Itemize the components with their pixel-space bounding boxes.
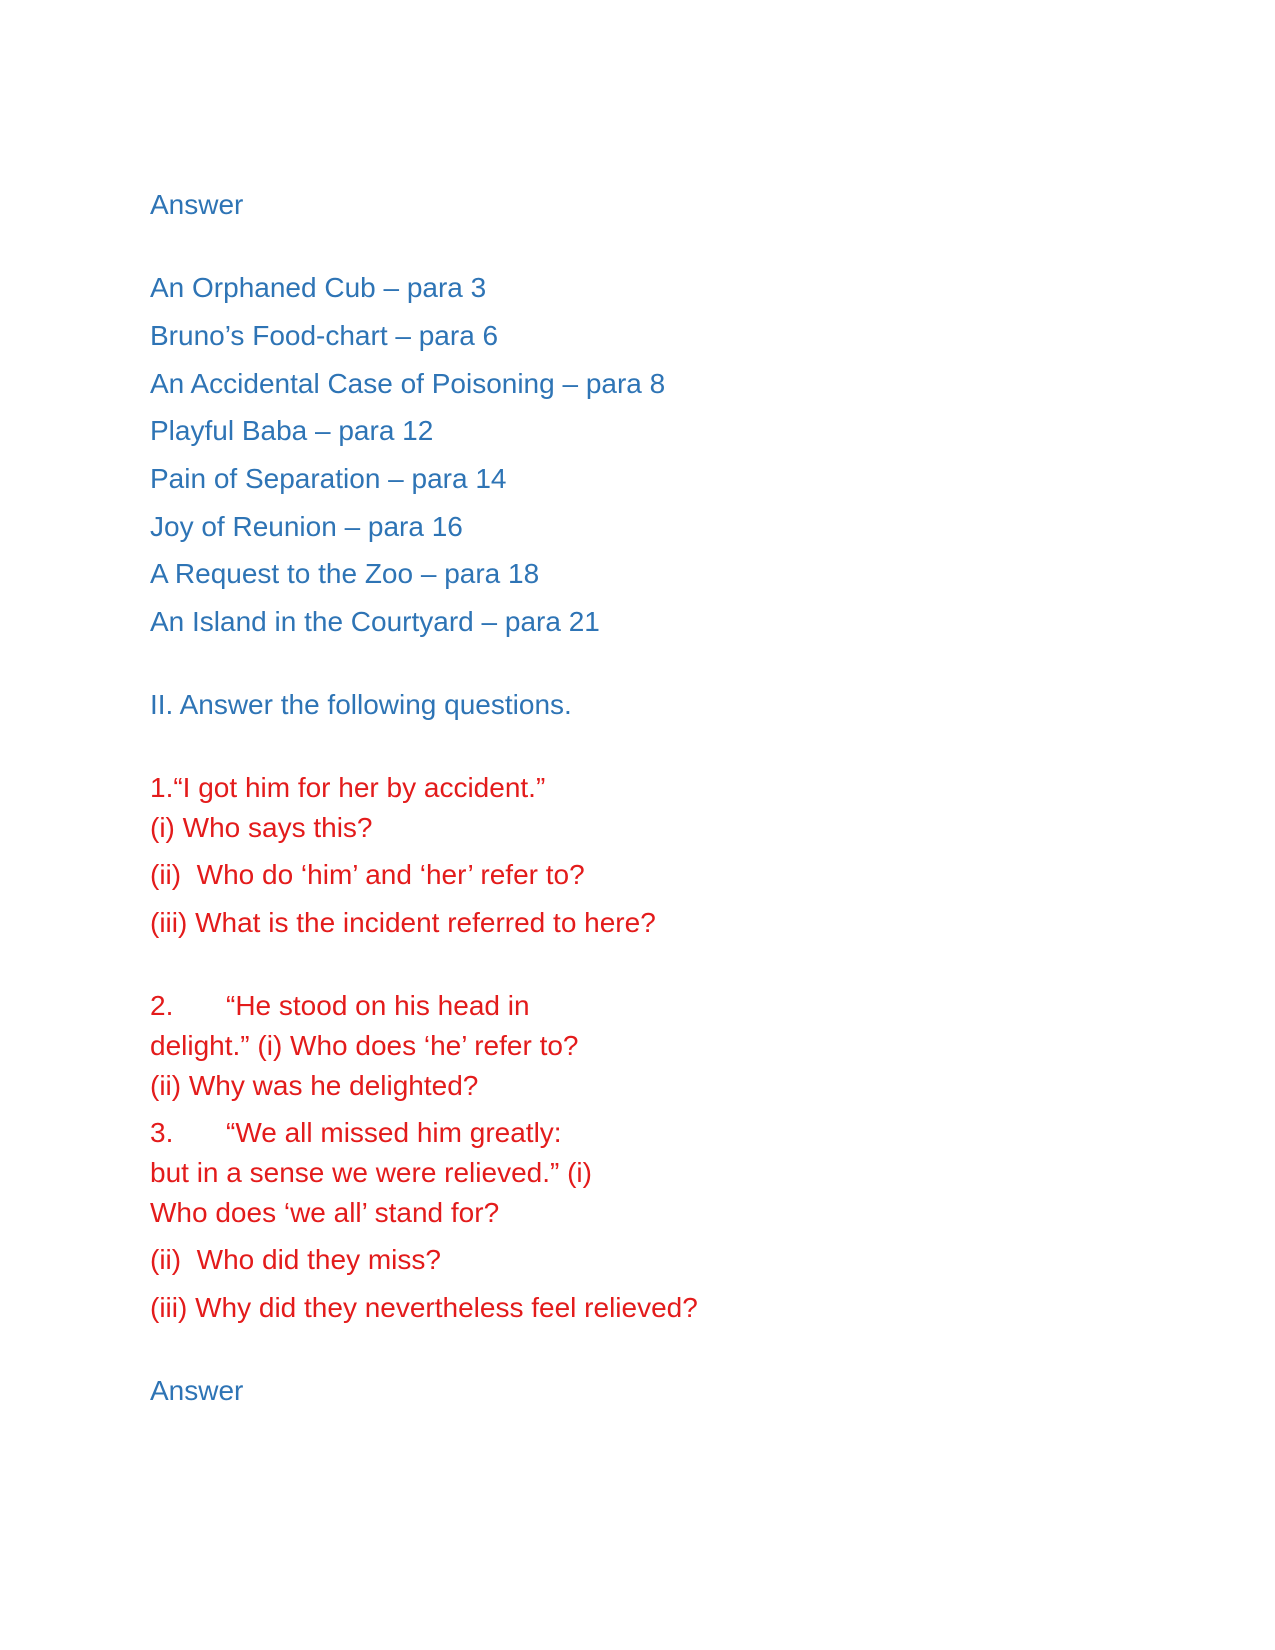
question-3-sub-ii: (ii) Who did they miss? <box>150 1244 441 1275</box>
question-1-sub-iii: (iii) What is the incident referred to here? <box>150 907 656 938</box>
question-2-sub-ii: (ii) Why was he delighted? <box>150 1070 479 1101</box>
question-2-line: delight.” (i) Who does ‘he’ refer to? <box>150 1030 579 1061</box>
question-3-quote <box>150 1116 562 1150</box>
para-list-item: Bruno’s Food-chart – para 6 <box>150 320 499 351</box>
section-heading: II. Answer the following questions. <box>150 689 572 720</box>
para-list-item: Joy of Reunion – para 16 <box>150 511 463 542</box>
question-1-quote: 1.“I got him for her by accident.” <box>150 772 546 803</box>
para-list-item: A Request to the Zoo – para 18 <box>150 558 540 589</box>
question-1-sub-i: (i) Who says this? <box>150 812 373 843</box>
question-2-number: 2. <box>150 990 174 1021</box>
para-list-item: An Accidental Case of Poisoning – para 8 <box>150 368 666 399</box>
answer-heading: Answer <box>150 189 244 220</box>
answer-heading: Answer <box>150 1375 244 1406</box>
question-1-sub-ii: (ii) Who do ‘him’ and ‘her’ refer to? <box>150 859 585 890</box>
para-list-item: Playful Baba – para 12 <box>150 415 434 446</box>
question-3-sub-iii: (iii) Why did they nevertheless feel relieved? <box>150 1292 698 1323</box>
question-3-line: Who does ‘we all’ stand for? <box>150 1197 500 1228</box>
question-2-quote <box>150 989 530 1023</box>
question-3-quote-start: “We all missed him greatly: <box>226 1117 562 1148</box>
para-list-item: An Island in the Courtyard – para 21 <box>150 606 600 637</box>
para-list-item: Pain of Separation – para 14 <box>150 463 507 494</box>
question-3-line: but in a sense we were relieved.” (i) <box>150 1157 592 1188</box>
question-2-quote-start: “He stood on his head in <box>226 990 530 1021</box>
para-list-item: An Orphaned Cub – para 3 <box>150 272 487 303</box>
question-3-number: 3. <box>150 1117 174 1148</box>
